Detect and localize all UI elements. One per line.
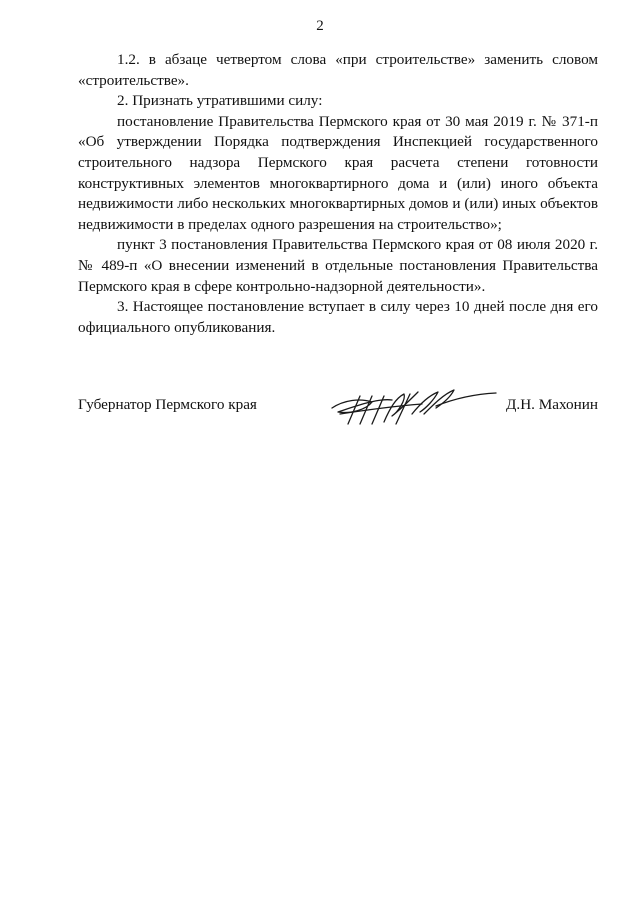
signer-name: Д.Н. Махонин (506, 396, 598, 413)
handwritten-signature-icon (326, 384, 498, 428)
paragraph-2-item-1: постановление Правительства Пермского края от 30 мая 2019 г. № 371-п «Об утверждении Порядка подтверждения Инспекцией государственного строительного надзора Пермского края расчета степени готовности конструктивных элементов многоквартирного дома и (или) иного объекта недвижимости либо нескольких многоквартирных домов и (или) иных объектов недвижимости в пределах одного разрешения на строительство»; (78, 112, 598, 233)
document-body (78, 50, 598, 338)
paragraph-2: 2. Признать утратившими силу: (117, 92, 323, 110)
signature-block (78, 384, 598, 434)
paragraph-3: 3. Настоящее постановление вступает в силу через 10 дней после дня его официального опубликования. (78, 298, 598, 336)
paragraph-1-2: 1.2. в абзаце четвертом слова «при строительстве» заменить словом «строительстве». (78, 51, 598, 89)
page-number: 2 (316, 18, 324, 34)
paragraph-2-item-2: пункт 3 постановления Правительства Пермского края от 08 июля 2020 г. № 489-п «О внесении изменений в отдельные постановления Правительства Пермского края в сфере контрольно-надзорной деятельности». (78, 236, 598, 295)
signer-title: Губернатор Пермского края (78, 396, 257, 413)
